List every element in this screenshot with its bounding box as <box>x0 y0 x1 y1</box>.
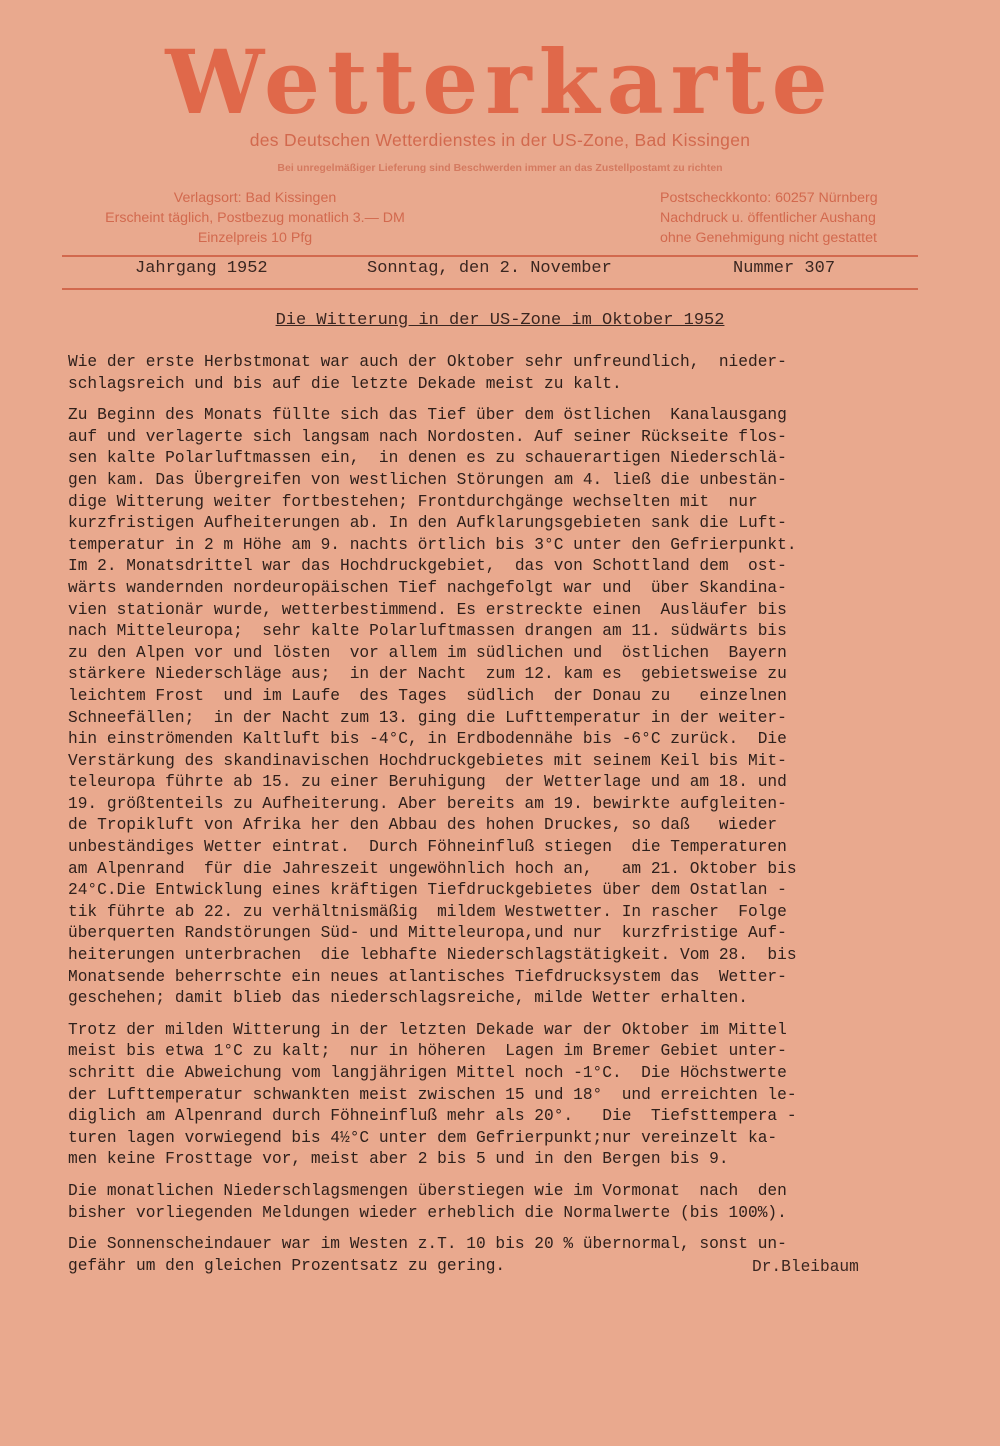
article-line: Monatsende beherrschte ein neues atlantisches Tiefdrucksystem das Wetter- <box>68 967 787 986</box>
article-title: Die Witterung in der US-Zone im Oktober 1952 <box>275 311 725 330</box>
article-line: stärkere Niederschläge aus; in der Nacht zum 12. kam es gebietsweise zu <box>68 665 787 684</box>
article-line: kurzfristigen Aufheiterungen ab. In den Aufklarungsgebieten sank die Luft- <box>68 514 787 533</box>
article-line: temperatur in 2 m Höhe am 9. nachts örtlich bis 3°C unter den Gefrierpunkt. <box>68 535 797 554</box>
publisher-line: Erscheint täglich, Postbezug monatlich 3.— DM <box>105 210 405 226</box>
publisher-line: Postscheckkonto: 60257 Nürnberg <box>660 190 878 206</box>
article-line: turen lagen vorwiegend bis 4½°C unter dem Gefrierpunkt;nur vereinzelt ka- <box>68 1128 778 1147</box>
article-line: hin einströmenden Kaltluft bis -4°C, in Erdbodennähe bis -6°C zurück. Die <box>68 730 787 749</box>
publisher-line: Nachdruck u. öffentlicher Aushang <box>660 210 876 226</box>
article-paragraph <box>68 1020 922 1171</box>
article-line: Verstärkung des skandinavischen Hochdruckgebietes mit seinem Keil bis Mit- <box>68 751 787 770</box>
publisher-line: Verlagsort: Bad Kissingen <box>173 190 337 206</box>
article-line: bisher vorliegenden Meldungen wieder erheblich die Normalwerte (bis 100%). <box>68 1203 787 1222</box>
article-line: wärts wandernden nordeuropäischen Tief nachgefolgt war und über Skandina- <box>68 578 787 597</box>
article-line: auf und verlagerte sich langsam nach Nordosten. Auf seiner Rückseite flos- <box>68 427 787 446</box>
article-line: schlagsreich und bis auf die letzte Dekade meist zu kalt. <box>68 374 622 393</box>
issue-year: Jahrgang 1952 <box>135 259 268 278</box>
article-line: tik führte ab 22. zu verhältnismäßig mildem Westwetter. In rascher Folge <box>68 902 787 921</box>
publisher-line: Einzelpreis 10 Pfg <box>197 230 313 246</box>
article-line: Trotz der milden Witterung in der letzten Dekade war der Oktober im Mittel <box>68 1020 787 1039</box>
article-line: dige Witterung weiter fortbestehen; Frontdurchgänge wechselten mit nur <box>68 492 758 511</box>
article-line: gefähr um den gleichen Prozentsatz zu gering. <box>68 1256 506 1275</box>
article-line: leichtem Frost und im Laufe des Tages südlich der Donau zu einzelnen <box>68 686 787 705</box>
article-line: 24°C.Die Entwicklung eines kräftigen Tiefdruckgebietes über dem Ostatlan - <box>68 881 787 900</box>
header-rule-bottom <box>62 288 918 290</box>
author-signature: Dr.Bleibaum <box>752 1258 859 1276</box>
article-paragraph <box>68 405 922 1010</box>
article-line: schritt die Abweichung vom langjährigen Mittel noch -1°C. Die Höchstwerte <box>68 1064 787 1082</box>
article-line: Die monatlichen Niederschlagsmengen überstiegen wie im Vormonat nach den <box>68 1181 787 1200</box>
article-line: Schneefällen; in der Nacht zum 13. ging die Lufttemperatur in der weiter- <box>68 708 787 727</box>
delivery-notice: Bei unregelmäßiger Lieferung sind Beschwerden immer an das Zustellpostamt zu richten <box>277 162 723 174</box>
article-paragraph <box>68 1181 922 1224</box>
article-line: am Alpenrand für die Jahreszeit ungewöhnlich hoch an, am 21. Oktober bis <box>68 859 797 878</box>
article-line: teleuropa führte ab 15. zu einer Beruhigung der Wetterlage und am 18. und <box>68 773 787 792</box>
issue-number: Nummer 307 <box>733 259 836 278</box>
article-line: der Lufttemperatur schwankten meist zwischen 15 und 18° und erreichten le- <box>68 1085 797 1104</box>
article-line: diglich am Alpenrand durch Föhneinfluß mehr als 20°. Die Tiefsttempera - <box>68 1107 797 1126</box>
article-line: Zu Beginn des Monats füllte sich das Tief über dem östlichen Kanalausgang <box>68 406 787 425</box>
publisher-info-right <box>660 188 930 248</box>
article-line: Im 2. Monatsdrittel war das Hochdruckgebiet, das von Schottland dem ost- <box>68 557 787 576</box>
article-line: gen kam. Das Übergreifen von westlichen Störungen am 4. ließ die unbestän- <box>68 470 787 489</box>
article-line: heiterungen unterbrachen die lebhafte Niederschlagstätigkeit. Vom 28. bis <box>68 946 797 965</box>
masthead-title: Wetterkarte <box>165 30 835 134</box>
article-line: überquerten Randstörungen Süd- und Mitteleuropa,und nur kurzfristige Auf- <box>68 924 787 943</box>
article-line: 19. größtenteils zu Aufheiterung. Aber bereits am 19. bewirkte aufgleiten- <box>68 794 787 813</box>
article-line: de Tropikluft von Afrika her den Abbau des hohen Druckes, so daß wieder <box>68 816 778 835</box>
article-line: geschehen; damit blieb das niederschlagsreiche, milde Wetter erhalten. <box>68 989 748 1008</box>
header-rule-top <box>62 255 918 257</box>
article-line: sen kalte Polarluftmassen ein, in denen es zu schauerartigen Niederschlä- <box>68 449 787 468</box>
article-paragraph <box>68 352 922 395</box>
masthead-subtitle: des Deutschen Wetterdienstes in der US-Zone, Bad Kissingen <box>249 130 751 150</box>
publisher-line: ohne Genehmigung nicht gestattet <box>660 230 877 246</box>
article-line: Die Sonnenscheindauer war im Westen z.T. 10 bis 20 % übernormal, sonst un- <box>68 1235 787 1254</box>
article-body <box>68 352 922 1287</box>
article-line: nach Mitteleuropa; sehr kalte Polarluftmassen drangen am 11. südwärts bis <box>68 622 787 641</box>
publisher-info-left <box>60 188 450 248</box>
article-line: Wie der erste Herbstmonat war auch der Oktober sehr unfreundlich, nieder- <box>68 353 787 371</box>
article-line: meist bis etwa 1°C zu kalt; nur in höheren Lagen im Bremer Gebiet unter- <box>68 1042 787 1061</box>
article-line: vien stationär wurde, wetterbestimmend. Es erstreckte einen Ausläufer bis <box>68 600 787 619</box>
article-line: zu den Alpen vor und lösten vor allem im südlichen und östlichen Bayern <box>68 643 787 662</box>
article-line: unbeständiges Wetter eintrat. Durch Föhneinfluß stiegen die Temperaturen <box>68 838 787 857</box>
issue-date: Sonntag, den 2. November <box>367 259 612 278</box>
article-line: men keine Frosttage vor, meist aber 2 bis 5 und in den Bergen bis 9. <box>68 1150 729 1169</box>
